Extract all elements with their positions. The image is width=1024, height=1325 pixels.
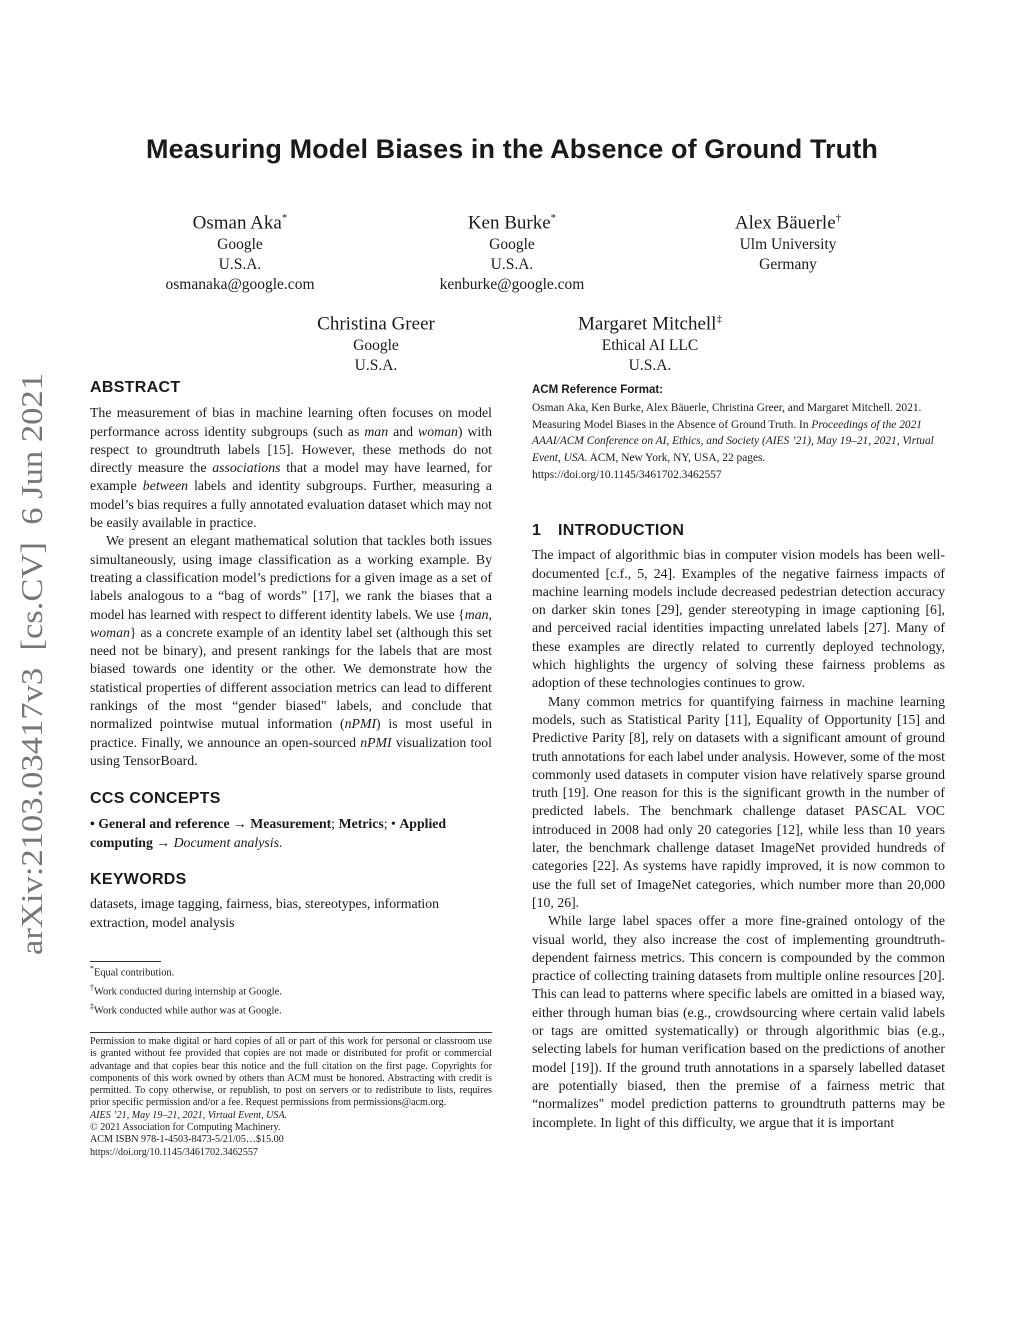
author-country: Germany <box>759 256 817 274</box>
author-name: Christina Greer <box>317 313 435 335</box>
abstract-section <box>90 379 492 770</box>
author-affiliation: Google <box>217 236 263 254</box>
author-country: U.S.A. <box>490 256 534 274</box>
author-email: osmanaka@google.com <box>165 276 315 294</box>
acm-reference-text: Osman Aka, Ken Burke, Alex Bäuerle, Christina Greer, and Margaret Mitchell. 2021. Measuring Model Biases in the Absence of Ground Truth. In Proceedings of the 2021 AAAI/ACM Conference on AI, Ethics, and Society (AIES ’21), May 19–21, 2021, Virtual Event, USA. ACM, New York, NY, USA, 22 pages. https://doi.org/10.1145/3461702.3462557 <box>532 402 934 481</box>
intro-paragraph-1: The impact of algorithmic bias in computer vision models has been well-documented [c.f., 5, 24]. Examples of the negative fairness impacts of machine learning models include decreased pedestrian detection accuracy on darker skin tones [29], gender stereotyping in image captioning [6], and perceived racial identities impacting unrelated labels [27]. Many of these examples are directly related to currently deployed technology, which highlights the urgency of solving these fairness problems as adoption of these technologies continues to grow. <box>532 547 945 691</box>
author-block <box>548 307 752 376</box>
keywords-text: datasets, image tagging, fairness, bias, stereotypes, information extraction, model analysis <box>90 896 440 930</box>
arxiv-stamp-text: arXiv:2103.03417v3 [cs.CV] 6 Jun 2021 <box>15 441 49 955</box>
author-name: Alex Bäuerle† <box>734 212 842 234</box>
permission-text: Permission to make digital or hard copies of all or part of this work for personal or classroom use is granted without fee provided that copies are not made or distributed for profit or commercial advantage and that copies bear this notice and the full citation on the first page. Copyrights for components of this work owned by others than ACM must be honored. Abstracting with credit is permitted. To copy otherwise, or republish, to post on servers or to redistribute to lists, requires prior specific permission and/or a fee. Request permissions from permissions@acm.org. <box>90 1036 492 1109</box>
introduction-section <box>532 522 945 1132</box>
author-block <box>410 206 614 295</box>
author-country: U.S.A. <box>218 256 262 274</box>
author-affiliation: Ulm University <box>739 236 837 254</box>
author-block <box>138 206 342 295</box>
abstract-paragraph-2: We present an elegant mathematical solution that tackles both issues simultaneously, using image classification as a working example. By treating a classification model’s predictions for a given image as a set of labels analogous to a “bag of words” [17], we rank the biases that a model has learned with respect to different identity labels. We use {man, woman} as a concrete example of an identity label set (although this set need not be binary), and present rankings for the labels that are most biased towards one identity or the other. We demonstrate how the statistical properties of different association metrics can lead to different rankings of the most “gender biased" labels, and conclude that normalized pointwise mutual information (nPMI) is most useful in practice. Finally, we announce an open-sourced nPMI visualization tool using TensorBoard. <box>90 533 492 768</box>
author-affiliation: Google <box>489 236 535 254</box>
author-name: Margaret Mitchell‡ <box>578 313 722 335</box>
permission-divider <box>90 1032 492 1033</box>
isbn: ACM ISBN 978-1-4503-8473-5/21/05…$15.00 <box>90 1134 284 1146</box>
doi-link[interactable]: https://doi.org/10.1145/3461702.3462557 <box>90 1146 258 1158</box>
copyright: © 2021 Association for Computing Machinery. <box>90 1122 281 1134</box>
footnote: *Equal contribution. <box>90 964 175 979</box>
introduction-heading: 1 INTRODUCTION <box>532 522 685 539</box>
acm-reference-heading: ACM Reference Format: <box>532 384 663 396</box>
footnote: †Work conducted during internship at Google. <box>90 982 282 998</box>
ccs-section <box>90 790 492 852</box>
footnotes <box>90 962 492 1019</box>
author-affiliation: Google <box>353 337 399 355</box>
permission-block <box>90 1036 492 1159</box>
author-email: kenburke@google.com <box>439 276 585 294</box>
arxiv-stamp <box>6 370 54 960</box>
author-affiliation: Ethical AI LLC <box>601 337 699 355</box>
intro-paragraph-2: Many common metrics for quantifying fairness in machine learning models, such as Statistical Parity [11], Equality of Opportunity [15] and Predictive Parity [8], rely on datasets with a significant amount of ground truth annotations for each label under analysis. However, some of the most commonly used datasets in computer vision have relatively sparse ground truth [19]. One reason for this is the significant growth in the number of predicted labels. The benchmark challenge dataset PASCAL VOC introduced in 2008 had only 20 categories [12], while less than 10 years later, the benchmark challenge dataset ImageNet provided hundreds of categories [22]. As systems have rapidly improved, it is now common to use the full set of ImageNet categories, which number more than 20,000 [10, 26]. <box>532 693 945 910</box>
intro-paragraph-3: While large label spaces offer a more fine-grained ontology of the visual world, they also increase the cost of implementing groundtruth-dependent fairness metrics. This concern is compounded by the common practice of collecting training datasets from multiple online resources [20]. This can lead to patterns where specific labels are omitted in a biased way, either through human bias (e.g., crowdsourcing where certain valid labels or tags are omitted systematically) or through algorithmic bias (e.g., selecting labels for human verification based on the predictions of another model [19]). If the ground truth annotations in a sparsely labelled dataset are potentially biased, then the premise of a fairness metric that “normalizes" model prediction patterns to groundtruth patterns may be incomplete. In light of this difficulty, we argue that it is important <box>532 913 945 1130</box>
keywords-heading: KEYWORDS <box>90 871 187 888</box>
author-block <box>686 206 890 275</box>
abstract-heading: ABSTRACT <box>90 379 181 396</box>
ccs-heading: CCS CONCEPTS <box>90 790 221 807</box>
author-name: Ken Burke* <box>467 212 557 234</box>
footnote: ‡Work conducted while author was at Google. <box>90 1001 282 1017</box>
abstract-paragraph-1: The measurement of bias in machine learning often focuses on model performance across identity subgroups (such as man and woman) with respect to groundtruth labels [15]. However, these methods do not directly measure the associations that a model may have learned, for example between labels and identity subgroups. Further, measuring a model’s bias requires a fully annotated evaluation dataset which may not be easily available in practice. <box>90 405 492 531</box>
keywords-section <box>90 871 492 932</box>
author-country: U.S.A. <box>354 357 398 375</box>
author-block <box>274 307 478 376</box>
ccs-text: • General and reference → Measurement; Metrics; • Applied computing → Document analysis. <box>90 816 447 850</box>
acm-reference <box>532 381 945 483</box>
author-name: Osman Aka* <box>192 212 288 234</box>
paper-title: Measuring Model Biases in the Absence of Ground Truth <box>146 134 878 164</box>
venue: AIES ’21, May 19–21, 2021, Virtual Event, USA. <box>90 1109 288 1121</box>
author-country: U.S.A. <box>628 357 672 375</box>
